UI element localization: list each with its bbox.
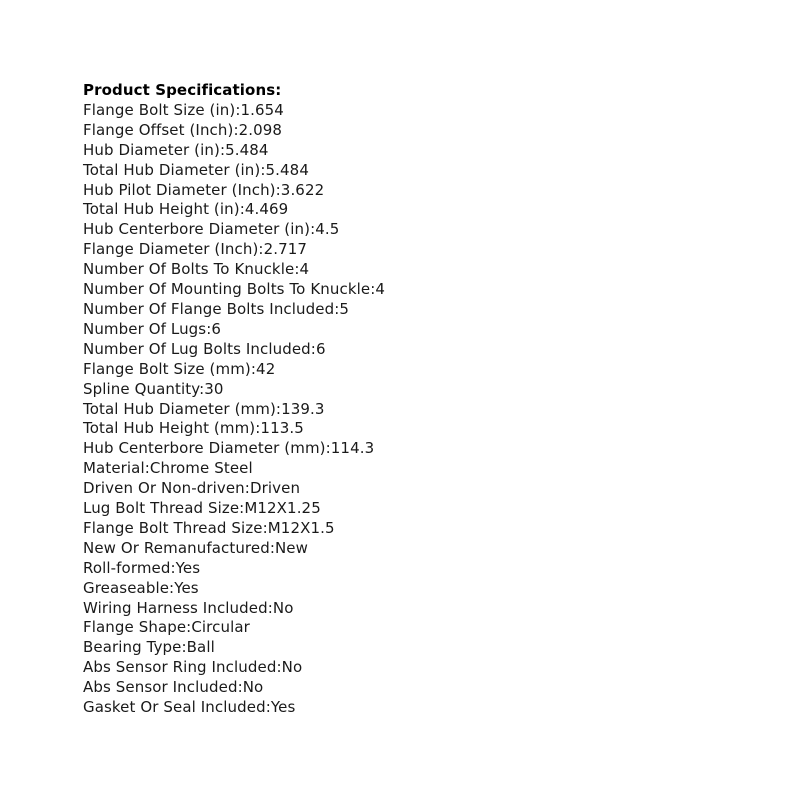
spec-value: Chrome Steel [149, 459, 253, 478]
spec-row [83, 141, 723, 161]
spec-row [83, 240, 723, 260]
spec-value: Yes [174, 578, 199, 597]
spec-value: 114.3 [330, 439, 375, 458]
spec-label: Gasket Or Seal Included: [83, 698, 271, 717]
spec-value: 4.5 [315, 220, 340, 239]
spec-row [83, 200, 723, 220]
spec-row [83, 380, 723, 400]
spec-value: 5.484 [265, 160, 309, 179]
spec-row [83, 439, 723, 459]
spec-label: Hub Centerbore Diameter (in): [83, 220, 316, 239]
spec-label: Spline Quantity: [83, 379, 205, 398]
spec-row [83, 121, 723, 141]
spec-row [83, 280, 723, 300]
product-specifications-section [83, 81, 723, 718]
spec-label: Lug Bolt Thread Size: [83, 499, 245, 518]
spec-label: Wiring Harness Included: [83, 598, 273, 617]
spec-value: 5 [339, 299, 350, 318]
spec-label: Flange Offset (Inch): [83, 120, 239, 139]
spec-label: Flange Shape: [83, 618, 192, 637]
spec-value: Ball [186, 638, 215, 657]
spec-value: 3.622 [280, 180, 325, 199]
spec-row [83, 519, 723, 539]
spec-label: Flange Bolt Size (in): [83, 100, 241, 119]
spec-label: Hub Centerbore Diameter (mm): [83, 439, 331, 458]
spec-value: M12X1.25 [244, 499, 321, 518]
spec-row [83, 161, 723, 181]
spec-value: New [274, 538, 309, 557]
spec-row [83, 638, 723, 658]
spec-row [83, 300, 723, 320]
spec-label: Roll-formed: [83, 558, 176, 577]
spec-row [83, 658, 723, 678]
spec-value: 2.717 [263, 240, 308, 259]
spec-value: 30 [204, 379, 224, 398]
spec-label: Total Hub Diameter (in): [83, 160, 266, 179]
spec-row [83, 698, 723, 718]
spec-label: Flange Bolt Thread Size: [83, 518, 268, 537]
spec-row [83, 101, 723, 121]
spec-value: 5.484 [225, 140, 269, 159]
spec-value: 113.5 [260, 419, 304, 438]
spec-value: Yes [270, 698, 296, 717]
spec-row [83, 340, 723, 360]
spec-value: 2.098 [238, 120, 283, 139]
spec-row [83, 400, 723, 420]
spec-row [83, 459, 723, 479]
spec-label: Bearing Type: [83, 638, 187, 657]
spec-label: New Or Remanufactured: [83, 538, 275, 557]
spec-label: Driven Or Non-driven: [83, 479, 250, 498]
spec-row [83, 320, 723, 340]
spec-row [83, 220, 723, 240]
spec-row [83, 499, 723, 519]
spec-value: 4 [299, 260, 310, 279]
spec-row [83, 579, 723, 599]
spec-label: Total Hub Height (mm): [83, 419, 261, 438]
spec-row [83, 360, 723, 380]
spec-row [83, 260, 723, 280]
spec-label: Abs Sensor Ring Included: [83, 658, 282, 677]
spec-value: Circular [191, 618, 250, 637]
spec-row [83, 599, 723, 619]
spec-value: 42 [256, 359, 276, 378]
spec-label: Number Of Lug Bolts Included: [83, 339, 316, 358]
spec-row [83, 678, 723, 698]
spec-value: No [242, 678, 264, 697]
spec-label: Total Hub Diameter (mm): [83, 399, 282, 418]
spec-row [83, 419, 723, 439]
spec-label: Flange Diameter (Inch): [83, 240, 264, 259]
spec-value: 139.3 [281, 399, 325, 418]
spec-label: Hub Diameter (in): [83, 140, 226, 159]
spec-value: 4.469 [244, 200, 289, 219]
spec-label: Number Of Bolts To Knuckle: [83, 260, 300, 279]
spec-value: 6 [315, 339, 326, 358]
spec-label: Number Of Flange Bolts Included: [83, 299, 340, 318]
spec-label: Material: [83, 459, 150, 478]
spec-row [83, 539, 723, 559]
spec-label: Greaseable: [83, 578, 175, 597]
spec-value: No [281, 658, 303, 677]
spec-value: Yes [175, 558, 201, 577]
spec-value: No [272, 598, 294, 617]
spec-row [83, 618, 723, 638]
spec-row [83, 559, 723, 579]
spec-label: Flange Bolt Size (mm): [83, 359, 257, 378]
spec-row [83, 479, 723, 499]
spec-value: M12X1.5 [267, 518, 335, 537]
spec-value: 4 [375, 280, 386, 299]
spec-label: Number Of Lugs: [83, 319, 212, 338]
spec-row [83, 181, 723, 201]
spec-label: Total Hub Height (in): [83, 200, 245, 219]
spec-value: Driven [249, 479, 301, 498]
specifications-list [83, 101, 723, 718]
spec-label: Hub Pilot Diameter (Inch): [83, 180, 281, 199]
spec-label: Abs Sensor Included: [83, 678, 243, 697]
spec-value: 6 [211, 319, 222, 338]
spec-label: Number Of Mounting Bolts To Knuckle: [83, 280, 376, 299]
specifications-title: Product Specifications: [83, 81, 282, 99]
spec-value: 1.654 [240, 100, 284, 119]
